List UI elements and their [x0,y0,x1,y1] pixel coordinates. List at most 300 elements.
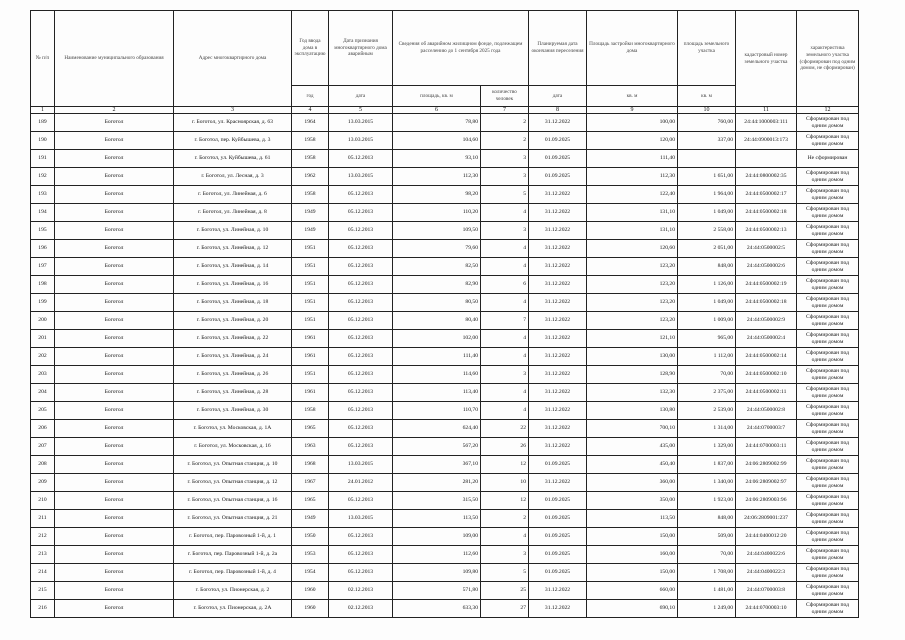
row-cadastral: 24:06:2809002:99 [736,456,797,474]
row-number: 210 [31,492,55,510]
row-people: 4 [481,240,529,258]
row-area: 82,50 [393,258,481,276]
row-number: 211 [31,510,55,528]
row-area: 367,10 [393,456,481,474]
row-planned-end: 31.12.2022 [529,114,587,132]
table-row [31,150,859,168]
row-building-area: 112,30 [587,168,678,186]
row-address: г. Боготол, ул. Линейная, д. 22 [174,330,292,348]
row-number: 205 [31,402,55,420]
table-row [31,564,859,582]
table-row [31,222,859,240]
row-year: 1965 [292,492,329,510]
row-area: 567,20 [393,438,481,456]
row-people: 3 [481,168,529,186]
row-land-char: Сформирован под одним домом [797,240,859,258]
row-area: 633,30 [393,600,481,618]
row-building-area: 150,00 [587,564,678,582]
row-address: г. Боготол, ул. Линейная, д. 20 [174,312,292,330]
row-year: 1951 [292,312,329,330]
row-number: 198 [31,276,55,294]
row-planned-end: 31.12.2022 [529,204,587,222]
row-area: 114,60 [393,366,481,384]
row-land-area: 1 651,00 [678,168,736,186]
row-number: 213 [31,546,55,564]
row-emergency-date: 05.12.2013 [329,420,393,438]
row-number: 196 [31,240,55,258]
row-planned-end: 01.09.2025 [529,168,587,186]
row-year: 1954 [292,564,329,582]
table-row [31,510,859,528]
row-year: 1953 [292,546,329,564]
row-year: 1958 [292,150,329,168]
row-land-char: Сформирован под одним домом [797,114,859,132]
table-row [31,312,859,330]
row-cadastral: 24:44:0500002:18 [736,204,797,222]
header-planned-end: Планируемая дата окончания переселения [529,11,587,86]
row-municipality: Боготол [55,348,174,366]
row-emergency-date: 05.12.2013 [329,348,393,366]
row-address: г. Боготол, ул. Пионерская, д. 2А [174,600,292,618]
row-number: 212 [31,528,55,546]
row-number: 202 [31,348,55,366]
row-emergency-date: 05.12.2013 [329,294,393,312]
row-emergency-date: 05.12.2013 [329,258,393,276]
row-people: 25 [481,582,529,600]
table-row [31,240,859,258]
table-row [31,330,859,348]
row-address: г. Боготол, ул. Опытная станция, д. 12 [174,474,292,492]
row-land-char: Сформирован под одним домом [797,402,859,420]
row-land-area: 2 051,00 [678,240,736,258]
row-number: 207 [31,438,55,456]
row-cadastral: 24:44:0900013:173 [736,132,797,150]
row-emergency-date: 24.01.2012 [329,474,393,492]
row-municipality: Боготол [55,564,174,582]
row-municipality: Боготол [55,204,174,222]
row-address: г. Боготол, ул. Линейная, д. 18 [174,294,292,312]
row-municipality: Боготол [55,186,174,204]
table-row [31,258,859,276]
row-year: 1951 [292,240,329,258]
row-municipality: Боготол [55,582,174,600]
row-emergency-date: 02.12.2013 [329,582,393,600]
row-cadastral: 24:44:0500002:18 [736,294,797,312]
row-area: 80,40 [393,312,481,330]
row-people: 2 [481,132,529,150]
subheader-area: площадь, кв. м [393,86,481,107]
row-building-area: 121,10 [587,330,678,348]
row-address: г. Боготол, ул. Линейная, д. 6 [174,186,292,204]
row-address: г. Боготол, ул. Куйбышева, д. 61 [174,150,292,168]
header-municipality: Наименование муниципального образования [55,11,174,107]
table-body [31,114,859,618]
row-municipality: Боготол [55,168,174,186]
row-land-area: 848,00 [678,510,736,528]
row-municipality: Боготол [55,276,174,294]
row-address: г. Боготол, ул. Красноярская, д. 63 [174,114,292,132]
row-building-area: 128,90 [587,366,678,384]
row-people: 6 [481,276,529,294]
row-land-char: Сформирован под одним домом [797,600,859,618]
row-land-char: Сформирован под одним домом [797,510,859,528]
row-land-area: 70,00 [678,366,736,384]
row-address: г. Боготол, ул. Линейная, д. 24 [174,348,292,366]
row-land-area: 1 049,00 [678,294,736,312]
table-row [31,582,859,600]
row-number: 209 [31,474,55,492]
row-people: 5 [481,186,529,204]
row-year: 1951 [292,258,329,276]
row-building-area: 130,00 [587,348,678,366]
row-address: г. Боготол, ул. Опытная станция, д. 10 [174,456,292,474]
row-land-area: 965,00 [678,330,736,348]
row-area: 80,50 [393,294,481,312]
row-address: г. Боготол, пер. Паровозный 1-й, д. 1 [174,528,292,546]
row-planned-end: 31.12.2022 [529,366,587,384]
table-row [31,402,859,420]
row-cadastral: 24:06:2809002:97 [736,474,797,492]
row-land-char: Не сформирован [797,150,859,168]
row-cadastral: 24:44:0400012:20 [736,528,797,546]
row-cadastral: 24:44:0500002:13 [736,222,797,240]
row-area: 78,80 [393,114,481,132]
row-land-area: 1 249,00 [678,600,736,618]
row-land-area: 1 837,00 [678,456,736,474]
row-planned-end: 31.12.2022 [529,438,587,456]
row-area: 109,50 [393,222,481,240]
row-land-char: Сформирован под одним домом [797,420,859,438]
row-area: 109,80 [393,564,481,582]
row-area: 624,40 [393,420,481,438]
row-area: 82,90 [393,276,481,294]
row-land-area: 70,00 [678,546,736,564]
header-address: Адрес многоквартирного дома [174,11,292,107]
header-year: Год ввода дома в эксплуатацию [292,11,329,86]
row-people: 2 [481,510,529,528]
row-land-area: 760,00 [678,114,736,132]
row-year: 1951 [292,276,329,294]
table-row [31,294,859,312]
row-year: 1950 [292,528,329,546]
column-index: 6 [393,107,481,114]
row-year: 1968 [292,456,329,474]
row-people: 3 [481,150,529,168]
row-land-area: 509,00 [678,528,736,546]
row-planned-end: 31.12.2022 [529,474,587,492]
row-building-area: 123,20 [587,312,678,330]
row-municipality: Боготол [55,510,174,528]
row-year: 1949 [292,510,329,528]
row-building-area: 690,10 [587,600,678,618]
row-land-char: Сформирован под одним домом [797,276,859,294]
row-land-area: 1 314,00 [678,420,736,438]
row-municipality: Боготол [55,132,174,150]
table-row [31,114,859,132]
header-emergency-date: Дата признания многоквартирного дома аварийным [329,11,393,86]
row-address: г. Боготол, пер. Паровозный 1-й, д. 2а [174,546,292,564]
column-index: 4 [292,107,329,114]
row-land-char: Сформирован под одним домом [797,528,859,546]
row-building-area: 360,00 [587,474,678,492]
row-municipality: Боготол [55,222,174,240]
row-land-area: 1 112,00 [678,348,736,366]
column-index: 8 [529,107,587,114]
subheader-land-sqm: кв. м [678,86,736,107]
row-emergency-date: 05.12.2013 [329,402,393,420]
row-year: 1958 [292,402,329,420]
row-year: 1958 [292,186,329,204]
subheader-year: год [292,86,329,107]
row-address: г. Боготол, ул. Линейная, д. 8 [174,204,292,222]
row-planned-end: 31.12.2022 [529,384,587,402]
row-municipality: Боготол [55,546,174,564]
table-row [31,528,859,546]
row-municipality: Боготол [55,294,174,312]
row-people: 4 [481,402,529,420]
row-emergency-date: 05.12.2013 [329,528,393,546]
row-land-area: 1 340,00 [678,474,736,492]
row-people: 3 [481,546,529,564]
row-area: 571,80 [393,582,481,600]
table-row [31,420,859,438]
row-land-char: Сформирован под одним домом [797,186,859,204]
row-emergency-date: 05.12.2013 [329,150,393,168]
header-building-area: Площадь застройки многоквартирного дома [587,11,678,86]
row-people: 4 [481,348,529,366]
table-row [31,438,859,456]
row-building-area: 123,20 [587,258,678,276]
row-emergency-date: 05.12.2013 [329,384,393,402]
row-address: г. Боготол, ул. Линейная, д. 16 [174,276,292,294]
row-address: г. Боготол, ул. Опытная станция, д. 21 [174,510,292,528]
header-land-area: площадь земельного участка [678,11,736,86]
table-row [31,204,859,222]
row-planned-end: 01.09.2025 [529,492,587,510]
row-planned-end: 31.12.2022 [529,222,587,240]
table-row [31,384,859,402]
row-number: 191 [31,150,55,168]
row-building-area: 160,00 [587,546,678,564]
row-year: 1964 [292,114,329,132]
table-row [31,276,859,294]
row-land-char: Сформирован под одним домом [797,222,859,240]
table-row [31,600,859,618]
row-building-area: 113,50 [587,510,678,528]
housing-register-table [30,10,859,618]
row-year: 1963 [292,438,329,456]
row-area: 112,60 [393,546,481,564]
row-cadastral: 24:44:0500002:6 [736,258,797,276]
row-land-area: 2 539,00 [678,402,736,420]
row-land-area: 1 329,00 [678,438,736,456]
row-land-char: Сформирован под одним домом [797,384,859,402]
row-year: 1960 [292,600,329,618]
row-emergency-date: 13.03.2015 [329,510,393,528]
row-land-area: 2 558,00 [678,222,736,240]
row-people: 4 [481,204,529,222]
subheader-date: дата [329,86,393,107]
row-cadastral: 24:44:0500002:14 [736,348,797,366]
row-area: 98,20 [393,186,481,204]
row-cadastral: 24:44:1000003:111 [736,114,797,132]
row-land-char: Сформирован под одним домом [797,348,859,366]
row-year: 1958 [292,132,329,150]
table-row [31,348,859,366]
row-municipality: Боготол [55,258,174,276]
row-emergency-date: 13.03.2015 [329,168,393,186]
row-land-char: Сформирован под одним домом [797,312,859,330]
column-index: 11 [736,107,797,114]
row-area: 113,40 [393,384,481,402]
row-cadastral: 24:44:0500002:9 [736,312,797,330]
row-cadastral: 24:44:0500002:19 [736,276,797,294]
row-building-area: 132,30 [587,384,678,402]
row-year: 1960 [292,582,329,600]
column-index: 5 [329,107,393,114]
row-cadastral: 24:44:0500002:8 [736,402,797,420]
row-building-area: 131,10 [587,222,678,240]
row-number: 194 [31,204,55,222]
row-planned-end: 31.12.2022 [529,600,587,618]
row-emergency-date: 05.12.2013 [329,492,393,510]
row-address: г. Боготол, ул. Линейная, д. 12 [174,240,292,258]
row-land-char: Сформирован под одним домом [797,204,859,222]
row-municipality: Боготол [55,312,174,330]
row-emergency-date: 13.03.2015 [329,114,393,132]
table-header [31,11,859,114]
row-land-char: Сформирован под одним домом [797,438,859,456]
row-building-area: 120,60 [587,240,678,258]
row-building-area: 435,00 [587,438,678,456]
row-year: 1961 [292,348,329,366]
row-people: 3 [481,222,529,240]
row-cadastral: 24:44:0400022:3 [736,564,797,582]
row-municipality: Боготол [55,240,174,258]
row-planned-end: 31.12.2022 [529,420,587,438]
row-planned-end: 01.09.2025 [529,528,587,546]
header-land-char: характеристика земельного участка (сформирован под одним домом, не сформирован) [797,11,859,107]
row-building-area: 130,80 [587,402,678,420]
row-year: 1965 [292,420,329,438]
row-area: 281,20 [393,474,481,492]
row-building-area: 100,00 [587,114,678,132]
row-address: г. Боготол, пер. Паровозный 1-й, д. 4 [174,564,292,582]
row-people: 12 [481,456,529,474]
row-cadastral: 24:06:2809003:96 [736,492,797,510]
row-emergency-date: 05.12.2013 [329,366,393,384]
row-people: 4 [481,258,529,276]
header-housing-info: Сведения об аварийном жилищном фонде, подлежащем расселению до 1 сентября 2025 года [393,11,529,86]
row-land-area: 848,00 [678,258,736,276]
table-row [31,132,859,150]
row-address: г. Боготол, ул. Линейная, д. 14 [174,258,292,276]
subheader-end-date: дата [529,86,587,107]
row-planned-end: 01.09.2025 [529,132,587,150]
row-cadastral: 24:44:0700003:10 [736,600,797,618]
row-area: 102,00 [393,330,481,348]
row-number: 201 [31,330,55,348]
row-land-area: 1 923,00 [678,492,736,510]
row-building-area: 111,40 [587,150,678,168]
row-emergency-date: 02.12.2013 [329,600,393,618]
row-people: 4 [481,528,529,546]
row-address: г. Боготол, ул. Линейная, д. 26 [174,366,292,384]
row-address: г. Боготол, ул. Московская, д. 16 [174,438,292,456]
row-number: 214 [31,564,55,582]
column-index: 2 [55,107,174,114]
row-land-char: Сформирован под одним домом [797,168,859,186]
row-municipality: Боготол [55,366,174,384]
row-municipality: Боготол [55,600,174,618]
row-land-area: 1 708,00 [678,564,736,582]
row-land-char: Сформирован под одним домом [797,132,859,150]
row-year: 1951 [292,366,329,384]
column-index: 9 [587,107,678,114]
row-year: 1949 [292,222,329,240]
row-land-char: Сформирован под одним домом [797,492,859,510]
table-row [31,366,859,384]
row-cadastral [736,150,797,168]
row-land-char: Сформирован под одним домом [797,546,859,564]
row-area: 109,00 [393,528,481,546]
row-land-char: Сформирован под одним домом [797,564,859,582]
row-municipality: Боготол [55,330,174,348]
header-cadastral: кадастровый номер земельного участка [736,11,797,107]
row-building-area: 123,20 [587,294,678,312]
row-planned-end: 31.12.2022 [529,258,587,276]
row-cadastral: 24:44:0400022:6 [736,546,797,564]
table-row [31,456,859,474]
row-building-area: 660,00 [587,582,678,600]
row-emergency-date: 05.12.2013 [329,186,393,204]
table-row [31,168,859,186]
row-people: 4 [481,384,529,402]
row-address: г. Боготол, ул. Опытная станция, д. 16 [174,492,292,510]
row-cadastral: 24:44:0700003:8 [736,582,797,600]
column-index: 3 [174,107,292,114]
header-number: № п/п [31,11,55,107]
row-land-char: Сформирован под одним домом [797,366,859,384]
row-municipality: Боготол [55,384,174,402]
row-municipality: Боготол [55,402,174,420]
row-number: 190 [31,132,55,150]
row-municipality: Боготол [55,438,174,456]
row-people: 12 [481,492,529,510]
row-people: 4 [481,330,529,348]
row-municipality: Боготол [55,474,174,492]
row-emergency-date: 13.03.2015 [329,456,393,474]
row-number: 204 [31,384,55,402]
row-area: 111,40 [393,348,481,366]
row-number: 215 [31,582,55,600]
row-address: г. Боготол, ул. Московская, д. 1А [174,420,292,438]
row-area: 315,50 [393,492,481,510]
table-row [31,546,859,564]
row-cadastral: 24:44:0800002:35 [736,168,797,186]
row-cadastral: 24:44:0500002:10 [736,366,797,384]
row-planned-end: 31.12.2022 [529,294,587,312]
row-people: 2 [481,114,529,132]
row-area: 112,30 [393,168,481,186]
row-planned-end: 01.09.2025 [529,546,587,564]
row-number: 189 [31,114,55,132]
row-planned-end: 31.12.2022 [529,330,587,348]
row-municipality: Боготол [55,456,174,474]
row-area: 110,70 [393,402,481,420]
row-land-area: 2 375,00 [678,384,736,402]
row-year: 1961 [292,330,329,348]
